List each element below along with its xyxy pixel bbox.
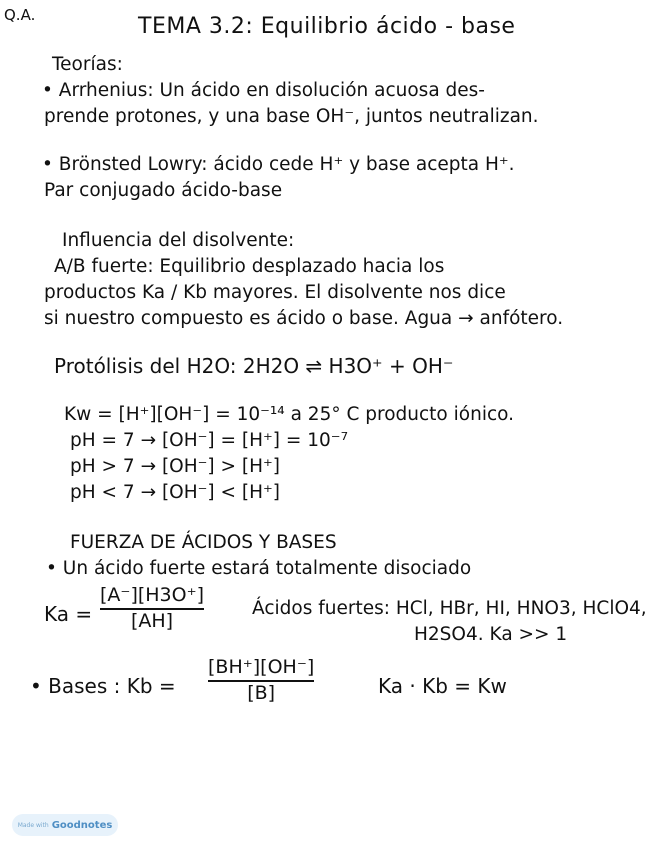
kb-numerator: [BH⁺][OH⁻]	[208, 656, 315, 678]
made-with-text: Made with	[17, 821, 49, 829]
ph-equal-line: pH = 7 → [OH⁻] = [H⁺] = 10⁻⁷	[70, 430, 348, 451]
ka-numerator: [A⁻][H3O⁺]	[100, 584, 205, 606]
disolvente-line-2: productos Ka / Kb mayores. El disolvente nos dice	[44, 282, 506, 303]
acidos-fuertes-line-1: Ácidos fuertes: HCl, HBr, HI, HNO3, HClO4,	[252, 598, 647, 619]
acidos-fuertes-line-2: H2SO4. Ka >> 1	[414, 624, 568, 645]
bronsted-line-2: Par conjugado ácido-base	[44, 180, 283, 201]
goodnotes-brand: Goodnotes	[51, 819, 113, 831]
page-title: TEMA 3.2: Equilibrio ácido - base	[138, 14, 516, 39]
ka-fraction	[100, 586, 204, 632]
teorias-heading: Teorías:	[52, 54, 123, 75]
disolvente-line-1: A/B fuerte: Equilibrio desplazado hacia los	[54, 256, 445, 277]
ka-kb-relation: Ka · Kb = Kw	[378, 674, 507, 698]
kw-line: Kw = [H⁺][OH⁻] = 10⁻¹⁴ a 25° C producto iónico.	[64, 404, 514, 425]
fuerza-heading: FUERZA DE ÁCIDOS Y BASES	[70, 532, 337, 553]
ph-less-line: pH < 7 → [OH⁻] < [H⁺]	[70, 482, 280, 503]
corner-note: Q.A.	[4, 6, 36, 24]
ka-denominator: [AH]	[130, 609, 174, 632]
arrhenius-line-2: prende protones, y una base OH⁻, juntos neutralizan.	[44, 106, 539, 127]
ph-greater-line: pH > 7 → [OH⁻] > [H⁺]	[70, 456, 280, 477]
kb-fraction	[208, 658, 314, 704]
bronsted-line-1: • Brönsted Lowry: ácido cede H⁺ y base acepta H⁺.	[42, 154, 515, 175]
kb-denominator: [B]	[247, 681, 276, 704]
bases-label: • Bases : Kb =	[30, 674, 176, 698]
fuerza-line-1: • Un ácido fuerte estará totalmente disociado	[46, 558, 472, 579]
ka-label: Ka =	[44, 602, 93, 626]
goodnotes-logo	[12, 814, 118, 836]
arrhenius-line-1: • Arrhenius: Un ácido en disolución acuosa des-	[42, 80, 485, 101]
disolvente-line-3: si nuestro compuesto es ácido o base. Agua → anfótero.	[44, 308, 564, 329]
protolisis-line: Protólisis del H2O: 2H2O ⇌ H3O⁺ + OH⁻	[54, 354, 454, 378]
disolvente-heading: Influencia del disolvente:	[62, 230, 295, 251]
